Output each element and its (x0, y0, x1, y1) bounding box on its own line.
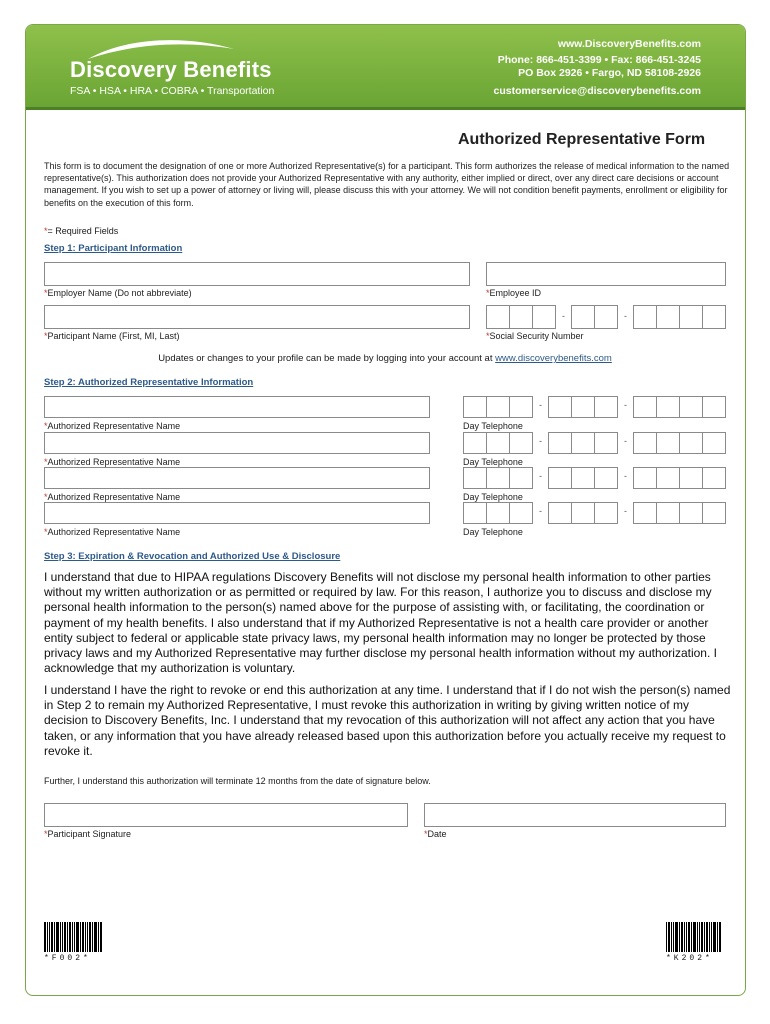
phone-digit[interactable] (679, 502, 703, 524)
phone-separator: - (624, 436, 627, 446)
employer-name-label: *Employer Name (Do not abbreviate) (44, 288, 192, 298)
step3-heading: Step 3: Expiration & Revocation and Authorized Use & Disclosure (44, 551, 341, 562)
header-banner (26, 25, 745, 107)
phone-digit[interactable] (679, 467, 703, 489)
phone-separator: - (539, 436, 542, 446)
brand-tagline: FSA • HSA • HRA • COBRA • Transportation (70, 85, 275, 97)
barcode-bars (666, 922, 722, 952)
phone-digit[interactable] (656, 502, 680, 524)
phone-label: Day Telephone (463, 457, 523, 467)
rep-name-label: *Authorized Representative Name (44, 527, 181, 537)
revocation-paragraph: I understand I have the right to revoke or end this authorization at any time. I understand that if I do not wish the person(s) named in Step 2 to remain my Authorized Representative, I must revoke this authorization in writing by giving written notice of my decision to Discovery Benefits, Inc. I understand that my revocation of this authorization will not affect any action that you have taken, or any information that you have already released based upon this authorization before you actually receive my request to revoke it. (44, 683, 731, 758)
participant-name-field[interactable] (44, 305, 470, 329)
phone-digit[interactable] (548, 502, 572, 524)
phone-digit[interactable] (548, 396, 572, 418)
email-link[interactable]: customerservice@discoverybenefits.com (493, 85, 701, 97)
phone-digit[interactable] (656, 396, 680, 418)
header-divider (26, 107, 745, 110)
barcode-left-text: *F002* (44, 954, 91, 963)
phone-digit[interactable] (702, 502, 726, 524)
ssn-digit[interactable] (702, 305, 726, 329)
participant-name-label: *Participant Name (First, MI, Last) (44, 331, 180, 341)
employee-id-label: *Employee ID (486, 288, 542, 298)
date-field[interactable] (424, 803, 726, 827)
phone-separator: - (624, 471, 627, 481)
rep-name-field-1[interactable] (44, 396, 430, 418)
intro-text: This form is to document the designation of one or more Authorized Representative(s) for a participant. This form authorizes the release of medical information to the named representative(s). This authorization does not provide your Authorized Representative with any authority, either implied or direct, over any direct care decisions or account management. If you wish to set up a power of attorney or living will, please discuss this with your attorney. We will not condition benefit payments, enrollment or eligibility for benefits on the execution of this form. (44, 161, 730, 208)
website-link[interactable]: www.DiscoveryBenefits.com (557, 38, 701, 50)
phone-digit[interactable] (633, 502, 657, 524)
step1-heading: Step 1: Participant Information (44, 243, 183, 254)
phone-digit[interactable] (509, 502, 533, 524)
step2-heading: Step 2: Authorized Representative Information (44, 377, 254, 388)
phone-digit[interactable] (594, 502, 618, 524)
phone-separator: - (539, 400, 542, 410)
ssn-digit[interactable] (486, 305, 510, 329)
phone-digit[interactable] (571, 502, 595, 524)
phone-digit[interactable] (656, 432, 680, 454)
termination-note: Further, I understand this authorization will terminate 12 months from the date of signature below. (44, 776, 431, 786)
phone-digit[interactable] (679, 396, 703, 418)
rep-name-field-2[interactable] (44, 432, 430, 454)
phone-digit[interactable] (594, 467, 618, 489)
phone-digit[interactable] (509, 467, 533, 489)
employee-id-field[interactable] (486, 262, 726, 286)
phone-digit[interactable] (594, 396, 618, 418)
rep-name-label: *Authorized Representative Name (44, 492, 181, 502)
phone-separator: - (539, 506, 542, 516)
phone-digit[interactable] (633, 432, 657, 454)
brand-name: Discovery Benefits (70, 57, 272, 82)
ssn-label: *Social Security Number (486, 331, 584, 341)
barcode-right-text: *K202* (666, 954, 713, 963)
phone-digit[interactable] (702, 432, 726, 454)
phone-label: Day Telephone (463, 421, 523, 431)
phone-label: Day Telephone (463, 527, 523, 537)
ssn-separator: - (562, 311, 565, 321)
phone-digit[interactable] (633, 467, 657, 489)
hipaa-paragraph: I understand that due to HIPAA regulations Discovery Benefits will not disclose my personal health information to other parties without my written authorization or as permitted or required by law. For this reason, I authorize you to discuss and disclose my personal health information to the person(s) named above for the purpose of assisting with, or facilitating, the coordination or payment of my health benefits. I also understand that if my Authorized Representative is not a health care provider or another entity subject to federal or applicable state privacy laws, my personal health information may no longer be protected by those privacy laws and my Authorized Representative may further disclose my personal health information without my authorization. I acknowledge that my authorization is voluntary. (44, 570, 717, 676)
phone-digit[interactable] (571, 396, 595, 418)
ssn-digit[interactable] (532, 305, 556, 329)
phone-digit[interactable] (548, 467, 572, 489)
phone-digit[interactable] (633, 396, 657, 418)
phone-separator: - (539, 471, 542, 481)
employer-name-field[interactable] (44, 262, 470, 286)
phone-digit[interactable] (571, 467, 595, 489)
signature-label: *Participant Signature (44, 829, 132, 839)
rep-name-label: *Authorized Representative Name (44, 457, 181, 467)
phone-digit[interactable] (571, 432, 595, 454)
mailing-address: PO Box 2926 • Fargo, ND 58108-2926 (518, 67, 701, 79)
phone-digit[interactable] (486, 432, 510, 454)
required-fields-note: *= Required Fields (44, 226, 119, 236)
profile-update-note: Updates or changes to your profile can be made by logging into your account at www.discoverybenefits.com (158, 353, 612, 364)
phone-digit[interactable] (486, 396, 510, 418)
rep-name-field-4[interactable] (44, 502, 430, 524)
phone-digit[interactable] (679, 432, 703, 454)
ssn-digit[interactable] (594, 305, 618, 329)
phone-digit[interactable] (463, 502, 487, 524)
form-title: Authorized Representative Form (458, 131, 706, 148)
phone-digit[interactable] (463, 396, 487, 418)
rep-name-label: *Authorized Representative Name (44, 421, 181, 431)
ssn-digit[interactable] (571, 305, 595, 329)
phone-digit[interactable] (594, 432, 618, 454)
phone-digit[interactable] (509, 396, 533, 418)
phone-digit[interactable] (548, 432, 572, 454)
barcode-bars (44, 922, 103, 952)
phone-fax: Phone: 866-451-3399 • Fax: 866-451-3245 (497, 54, 701, 66)
signature-field[interactable] (44, 803, 408, 827)
phone-separator: - (624, 506, 627, 516)
ssn-digit[interactable] (509, 305, 533, 329)
ssn-separator: - (624, 311, 627, 321)
ssn-digit[interactable] (679, 305, 703, 329)
phone-separator: - (624, 400, 627, 410)
phone-digit[interactable] (509, 432, 533, 454)
date-label: *Date (424, 829, 447, 839)
phone-label: Day Telephone (463, 492, 523, 502)
phone-digit[interactable] (486, 502, 510, 524)
phone-digit[interactable] (463, 432, 487, 454)
phone-digit[interactable] (463, 467, 487, 489)
phone-digit[interactable] (702, 467, 726, 489)
rep-name-field-3[interactable] (44, 467, 430, 489)
barcode-left (44, 922, 103, 963)
phone-digit[interactable] (486, 467, 510, 489)
phone-digit[interactable] (656, 467, 680, 489)
ssn-digit[interactable] (656, 305, 680, 329)
phone-digit[interactable] (702, 396, 726, 418)
barcode-right (666, 922, 722, 963)
ssn-digit[interactable] (633, 305, 657, 329)
website-link-inline[interactable]: www.discoverybenefits.com (495, 353, 612, 364)
